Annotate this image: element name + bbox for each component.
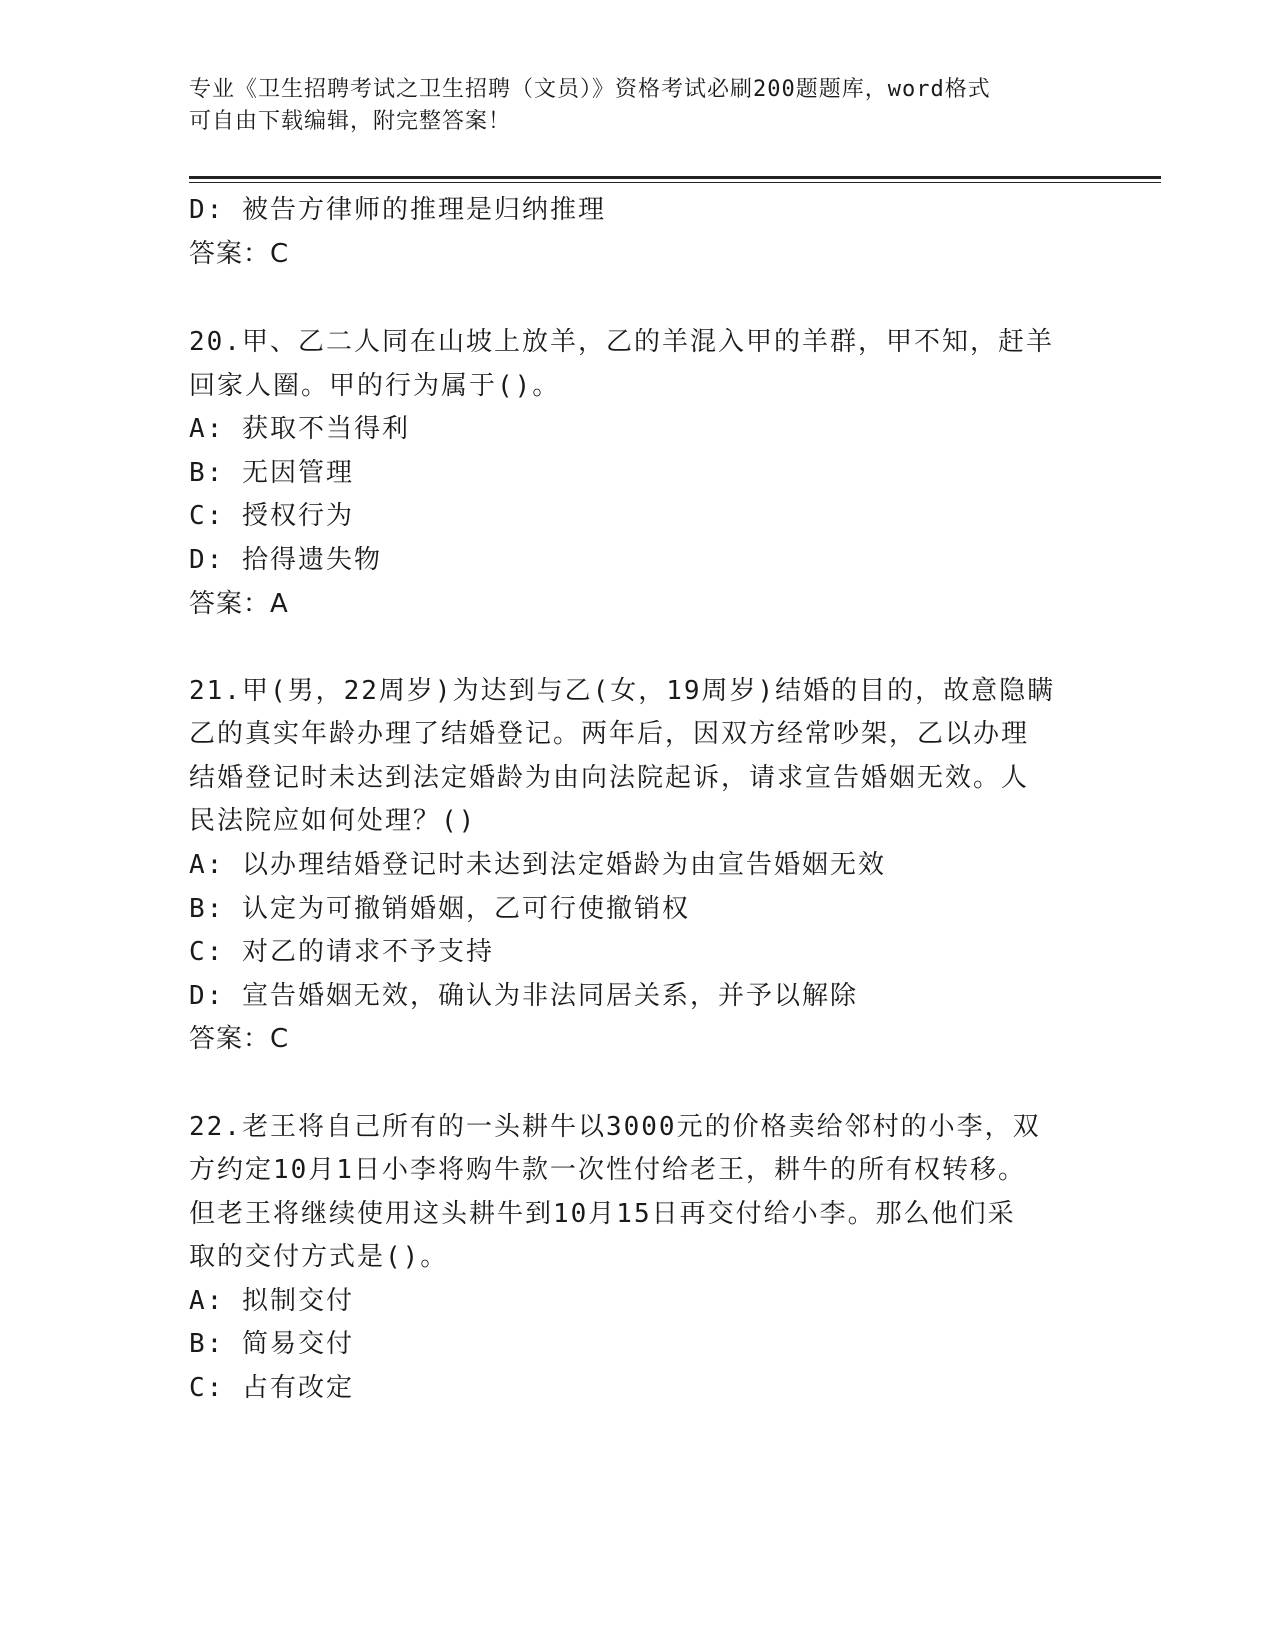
q20-option-d: D: 拾得遗失物 <box>189 545 382 575</box>
header-line-2: 可自由下载编辑，附完整答案！ <box>189 109 512 134</box>
q21-stem-line-3: 结婚登记时未达到法定婚龄为由向法院起诉，请求宣告婚姻无效。人 <box>189 763 1030 793</box>
header-rule-thin <box>189 182 1161 183</box>
q22-option-a: A: 拟制交付 <box>189 1286 354 1316</box>
q22-option-b: B: 简易交付 <box>189 1329 354 1359</box>
document-header <box>189 74 1089 138</box>
q21-option-b: B: 认定为可撤销婚姻，乙可行使撤销权 <box>189 894 690 924</box>
q21-option-c: C: 对乙的请求不予支持 <box>189 937 494 967</box>
q22-stem-line-4: 取的交付方式是()。 <box>189 1242 449 1272</box>
q22-stem-line-1: 22.老王将自己所有的一头耕牛以3000元的价格卖给邻村的小李，双 <box>189 1112 1041 1142</box>
prev-option-d: D: 被告方律师的推理是归纳推理 <box>189 195 606 225</box>
q21-stem-line-1: 21.甲(男，22周岁)为达到与乙(女，19周岁)结婚的目的，故意隐瞒 <box>189 676 1056 706</box>
q20-option-b: B: 无因管理 <box>189 458 354 488</box>
q20-stem-line-1: 20.甲、乙二人同在山坡上放羊，乙的羊混入甲的羊群，甲不知，赶羊 <box>189 327 1054 357</box>
q20-answer: 答案：A <box>189 589 289 619</box>
q22-option-c: C: 占有改定 <box>189 1373 354 1403</box>
q21-stem-line-4: 民法院应如何处理？() <box>189 806 477 836</box>
q21-stem-line-2: 乙的真实年龄办理了结婚登记。两年后，因双方经常吵架，乙以办理 <box>189 719 1030 749</box>
q21-option-a: A: 以办理结婚登记时未达到法定婚龄为由宣告婚姻无效 <box>189 850 886 880</box>
q20-option-a: A: 获取不当得利 <box>189 414 410 444</box>
q21-option-d: D: 宣告婚姻无效，确认为非法同居关系，并予以解除 <box>189 981 858 1011</box>
prev-answer: 答案：C <box>189 239 290 269</box>
header-line-1: 专业《卫生招聘考试之卫生招聘（文员）》资格考试必刷200题题库，word格式 <box>189 77 991 102</box>
q22-stem-line-2: 方约定10月1日小李将购牛款一次性付给老王，耕牛的所有权转移。 <box>189 1155 1026 1185</box>
header-rule-thick <box>189 176 1161 179</box>
q20-stem-line-2: 回家人圈。甲的行为属于()。 <box>189 371 561 401</box>
q20-option-c: C: 授权行为 <box>189 501 354 531</box>
q22-stem-line-3: 但老王将继续使用这头耕牛到10月15日再交付给小李。那么他们采 <box>189 1199 1016 1229</box>
q21-answer: 答案：C <box>189 1024 290 1054</box>
